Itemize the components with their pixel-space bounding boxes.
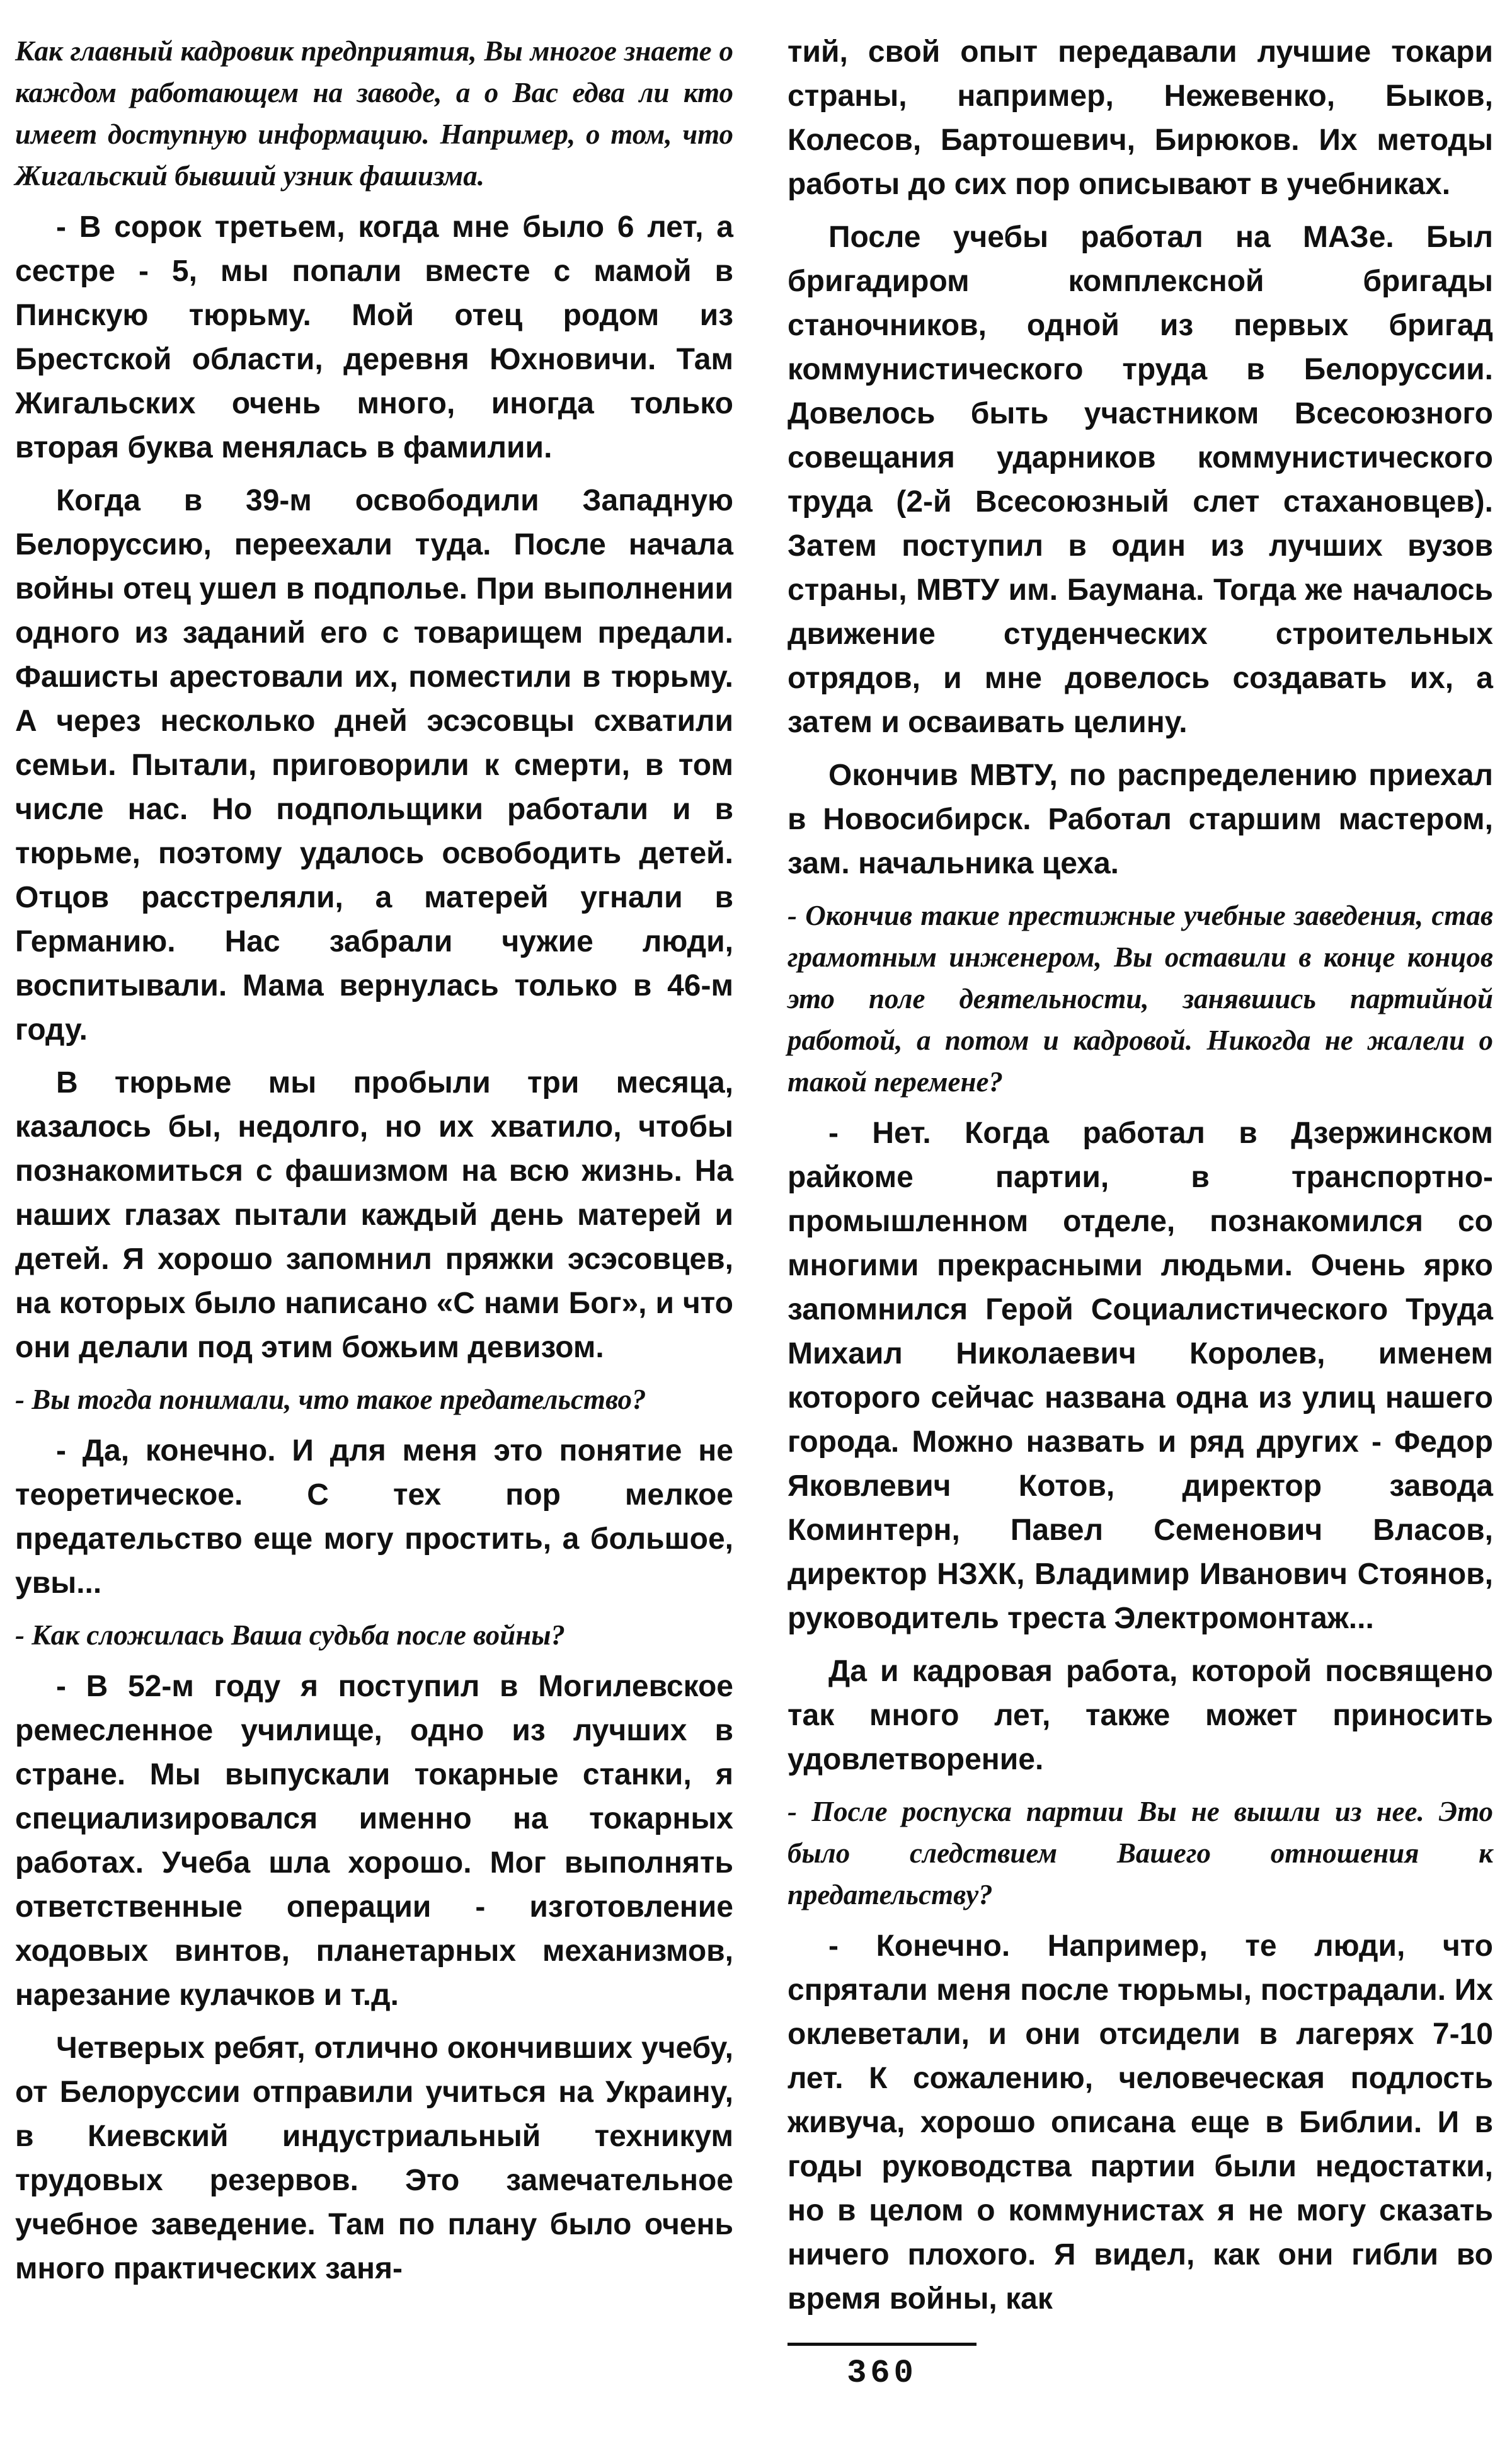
answer-paragraph: Да и кадровая работа, которой посвящено так много лет, также может приносить удовлетворение. [788, 1655, 1493, 1776]
answer-paragraph: После учебы работал на МАЗе. Был бригадиром комплексной бригады станочников, одной из первых бригад коммунистического труда в Белоруссии. Довелось быть участником Всесоюзного совещания ударников коммунистического труда (2-й Всесоюзный слет стахановцев). Затем поступил в один из лучших вузов страны, МВТУ им. Баумана. Тогда же началось движение студенческих строительных отрядов, и мне довелось создавать их, а затем и осваивать целину. [788, 221, 1493, 739]
footer-rule [788, 2343, 976, 2346]
answer-paragraph: - Конечно. Например, те люди, что спрятали меня после тюрьмы, пострадали. Их оклеветали, и они отсидели в лагерях 7-10 лет. К сожалению, человеческая подлость живуча, хорошо описана еще в Библии. И в годы руководства партии были недостатки, но в целом о коммунистах я не могу сказать ничего плохого. Я видел, как они гибли во время войны, как [788, 1929, 1493, 2316]
answer-paragraph: - В сорок третьем, когда мне было 6 лет, а сестре - 5, мы попали вместе с мамой в Пинскую тюрьму. Мой отец родом из Брестской области, деревня Юхновичи. Там Жигальских очень много, иногда только вторая буква менялась в фамилии. [15, 210, 733, 464]
page-number: 360 [847, 2355, 917, 2392]
question-paragraph: - Окончив такие престижные учебные заведения, став грамотным инженером, Вы оставили в конце концов это поле деятельности, занявшись партийной работой, а потом и кадровой. Никогда не жалели о такой перемене? [788, 900, 1493, 1098]
right-column [788, 30, 1493, 2330]
answer-paragraph: - Да, конечно. И для меня это понятие не теоретическое. С тех пор мелкое предательство еще могу простить, а большое, увы... [15, 1434, 733, 1600]
answer-continuation-paragraph: тий, свой опыт передавали лучшие токари страны, например, Нежевенко, Быков, Колесов, Бартошевич, Бирюков. Их методы работы до сих пор описывают в учебниках. [788, 35, 1493, 201]
answer-paragraph: Окончив МВТУ, по распределению приехал в Новосибирск. Работал старшим мастером, зам. начальника цеха. [788, 759, 1493, 880]
answer-paragraph: - В 52-м году я поступил в Могилевское ремесленное училище, одно из лучших в стране. Мы выпускали токарные станки, я специализировался именно на токарных работах. Учеба шла хорошо. Мог выполнять ответственные операции - изготовление ходовых винтов, планетарных механизмов, нарезание кулачков и т.д. [15, 1670, 733, 2012]
question-paragraph: - Вы тогда понимали, что такое предательство? [15, 1384, 646, 1415]
answer-paragraph: Когда в 39-м освободили Западную Белоруссию, переехали туда. После начала войны отец ушел в подполье. При выполнении одного из заданий его с товарищем предали. Фашисты арестовали их, поместили в тюрьму. А через несколько дней эсэсовцы схватили семьи. Пытали, приговорили к смерти, в том числе нас. Но подпольщики работали и в тюрьме, поэтому удалось освободить детей. Отцов расстреляли, а матерей угнали в Германию. Нас забрали чужие люди, воспитывали. Мама вернулась только в 46-м году. [15, 484, 733, 1047]
left-column [15, 30, 733, 2300]
answer-paragraph: - Нет. Когда работал в Дзержинском райкоме партии, в транспортно-промышленном отделе, познакомился со многими прекрасными людьми. Очень ярко запомнился Герой Социалистического Труда Михаил Николаевич Королев, именем которого сейчас названа одна из улиц нашего города. Можно назвать и ряд других - Федор Яковлевич Котов, директор завода Коминтерн, Павел Семенович Власов, директор НЗХК, Владимир Иванович Стоянов, руководитель треста Электромонтаж... [788, 1117, 1493, 1635]
page-footer [788, 2343, 976, 2392]
question-paragraph: - Как сложилась Ваша судьба после войны? [15, 1619, 565, 1651]
answer-paragraph: В тюрьме мы пробыли три месяца, казалось бы, недолго, но их хватило, чтобы познакомиться с фашизмом на всю жизнь. На наших глазах пытали каждый день матерей и детей. Я хорошо запомнил пряжки эсэсовцев, на которых было написано «С нами Бог», и что они делали под этим божьим девизом. [15, 1066, 733, 1364]
question-paragraph: - После роспуска партии Вы не вышли из нее. Это было следствием Вашего отношения к предательству? [788, 1796, 1493, 1910]
question-paragraph: Как главный кадровик предприятия, Вы многое знаете о каждом работающем на заводе, а о Вас едва ли кто имеет доступную информацию. Например, о том, что Жигальский бывший узник фашизма. [15, 35, 733, 192]
answer-paragraph: Четверых ребят, отлично окончивших учебу, от Белоруссии отправили учиться на Украину, в Киевский индустриальный техникум трудовых резервов. Это замечательное учебное заведение. Там по плану было очень много практических заня- [15, 2031, 733, 2285]
